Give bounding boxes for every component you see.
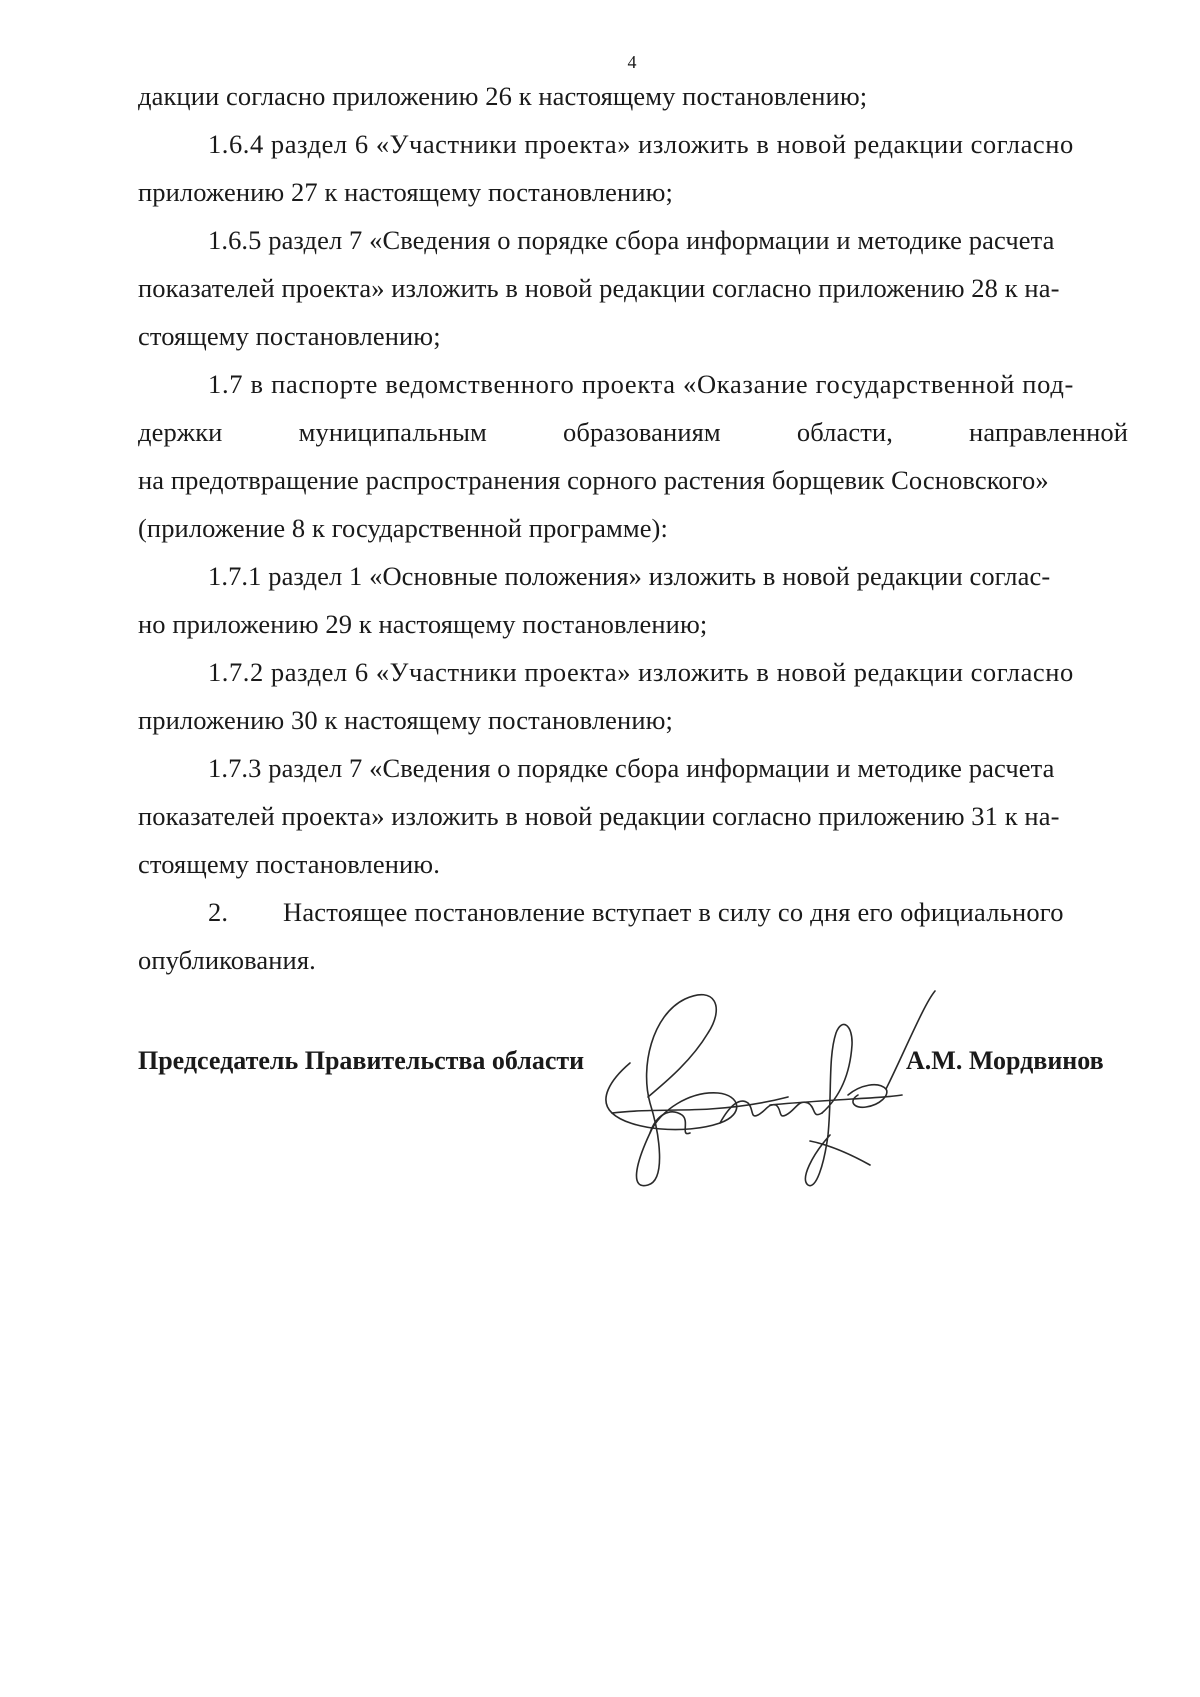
text-line: дакции согласно приложению 26 к настоящему постановлению; bbox=[138, 81, 868, 111]
text-line-item-1-6-5: 1.6.5 раздел 7 «Сведения о порядке сбора информации и методике расчета bbox=[208, 225, 1055, 255]
page-number: 4 bbox=[627, 52, 637, 72]
word: направленной bbox=[969, 417, 1128, 447]
text-line: стоящему постановлению. bbox=[138, 849, 440, 879]
text-line: но приложению 29 к настоящему постановлению; bbox=[138, 609, 708, 639]
text-line: 1.6.4 раздел 6 «Участники проекта» изложить в новой редакции согласно bbox=[208, 129, 1074, 159]
text-line: показателей проекта» изложить в новой редакции согласно приложению 31 к на- bbox=[138, 801, 1060, 831]
final-clause bbox=[208, 894, 1128, 930]
text-line: показателей проекта» изложить в новой редакции согласно приложению 28 к на- bbox=[138, 273, 1060, 303]
text-line: на предотвращение распространения сорного растения борщевик Сосновского» bbox=[138, 465, 1049, 495]
word: области, bbox=[796, 417, 893, 447]
text-line-item-1-6-4 bbox=[208, 126, 1128, 162]
text-line-item-1-7-3: 1.7.3 раздел 7 «Сведения о порядке сбора информации и методике расчета bbox=[208, 753, 1055, 783]
text-line-item-1-7: 1.7 в паспорте ведомственного проекта «Оказание государственной под- bbox=[208, 369, 1075, 399]
text-line: стоящему постановлению; bbox=[138, 321, 441, 351]
text-line-item-1-7-2: 1.7.2 раздел 6 «Участники проекта» изложить в новой редакции согласно bbox=[208, 657, 1074, 687]
text-line-item-1-7-1: 1.7.1 раздел 1 «Основные положения» изложить в новой редакции соглас- bbox=[208, 561, 1051, 591]
signatory-title: Председатель Правительства области bbox=[138, 1046, 585, 1075]
text-line: опубликования. bbox=[138, 945, 316, 975]
handwritten-signature bbox=[590, 985, 940, 1195]
signatory-name: А.М. Мордвинов bbox=[906, 1046, 1104, 1075]
text-line: приложению 30 к настоящему постановлению; bbox=[138, 705, 673, 735]
text-line-justified bbox=[138, 414, 1128, 450]
text-line: (приложение 8 к государственной программе): bbox=[138, 513, 668, 543]
word: муниципальным bbox=[298, 417, 487, 447]
clause-number: 2. bbox=[208, 897, 229, 927]
word: образованиям bbox=[563, 417, 721, 447]
word: держки bbox=[138, 417, 223, 447]
text-line: приложению 27 к настоящему постановлению; bbox=[138, 177, 673, 207]
clause-text: Настоящее постановление вступает в силу со дня его официального bbox=[283, 897, 1064, 927]
